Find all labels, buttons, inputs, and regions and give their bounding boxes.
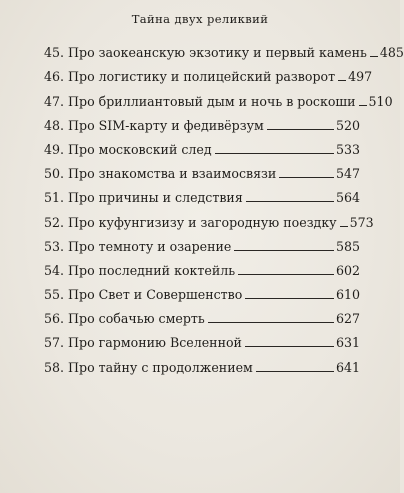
toc-entry-page: 573 — [349, 214, 374, 230]
toc-entry-page: 641 — [335, 359, 360, 375]
toc-entry-title: 51. Про причины и следствия — [44, 190, 243, 206]
toc-entry-title: 50. Про знакомства и взаимосвязи — [44, 166, 277, 182]
toc-entry — [44, 36, 404, 61]
toc-entry-title: 57. Про гармонию Вселенной — [44, 335, 242, 351]
toc-entry-title: 56. Про собачью смерть — [44, 311, 205, 327]
toc-entry — [44, 60, 373, 85]
toc-leader-line — [246, 201, 334, 202]
toc-entry-title: 55. Про Свет и Совершенство — [44, 287, 243, 303]
toc-entry-page: 547 — [335, 166, 360, 182]
toc-entry-title: 46. Про логистику и полицейский разворот — [44, 69, 336, 85]
toc-entry-page: 627 — [335, 311, 360, 327]
toc-leader-line — [256, 371, 334, 372]
toc-entry-page: 510 — [368, 93, 393, 109]
toc-leader-line — [215, 153, 334, 154]
toc-entry-title: 49. Про московский след — [44, 141, 212, 157]
toc-entry-page: 602 — [335, 262, 360, 278]
table-of-contents — [44, 36, 404, 375]
toc-entry-title: 52. Про куфунгизизу и загородную поездку — [44, 214, 337, 230]
toc-entry — [44, 230, 360, 254]
toc-leader-line — [279, 177, 334, 178]
toc-leader-line — [245, 298, 334, 299]
toc-entry-title: 53. Про темноту и озарение — [44, 238, 232, 254]
toc-entry-title: 54. Про последний коктейль — [44, 262, 236, 278]
toc-entry-title: 47. Про бриллиантовый дым и ночь в роскоши — [44, 93, 356, 109]
toc-entry-page: 533 — [335, 141, 360, 157]
toc-entry — [44, 181, 360, 205]
toc-entry — [44, 84, 393, 109]
toc-leader-line — [370, 56, 378, 57]
toc-leader-line — [245, 346, 334, 347]
toc-entry-page: 585 — [335, 238, 360, 254]
toc-entry-title: 48. Про SIM-карту и федивёрзум — [44, 117, 264, 133]
toc-leader-line — [338, 80, 346, 81]
toc-leader-line — [208, 322, 334, 323]
toc-leader-line — [238, 274, 334, 275]
toc-entry — [44, 278, 360, 302]
toc-leader-line — [234, 250, 334, 251]
toc-entry-page: 631 — [335, 335, 360, 351]
toc-entry — [44, 302, 360, 326]
toc-entry — [44, 254, 360, 278]
toc-entry — [44, 350, 360, 374]
toc-entry-page: 564 — [335, 190, 360, 206]
toc-entry-title: 45. Про заокеанскую экзотику и первый камень — [44, 45, 367, 61]
toc-entry — [44, 326, 360, 350]
toc-entry-page: 610 — [335, 287, 360, 303]
toc-entry-page: 485 — [379, 45, 404, 61]
toc-entry — [44, 157, 360, 181]
toc-leader-line — [340, 226, 348, 227]
toc-leader-line — [359, 105, 367, 106]
toc-entry-title: 58. Про тайну с продолжением — [44, 359, 253, 375]
toc-entry-page: 520 — [335, 117, 360, 133]
toc-entry — [44, 109, 360, 133]
toc-entry-page: 497 — [348, 69, 373, 85]
toc-leader-line — [267, 129, 334, 130]
running-head: Тайна двух реликвий — [131, 12, 269, 26]
toc-entry — [44, 205, 374, 230]
toc-entry — [44, 133, 360, 157]
